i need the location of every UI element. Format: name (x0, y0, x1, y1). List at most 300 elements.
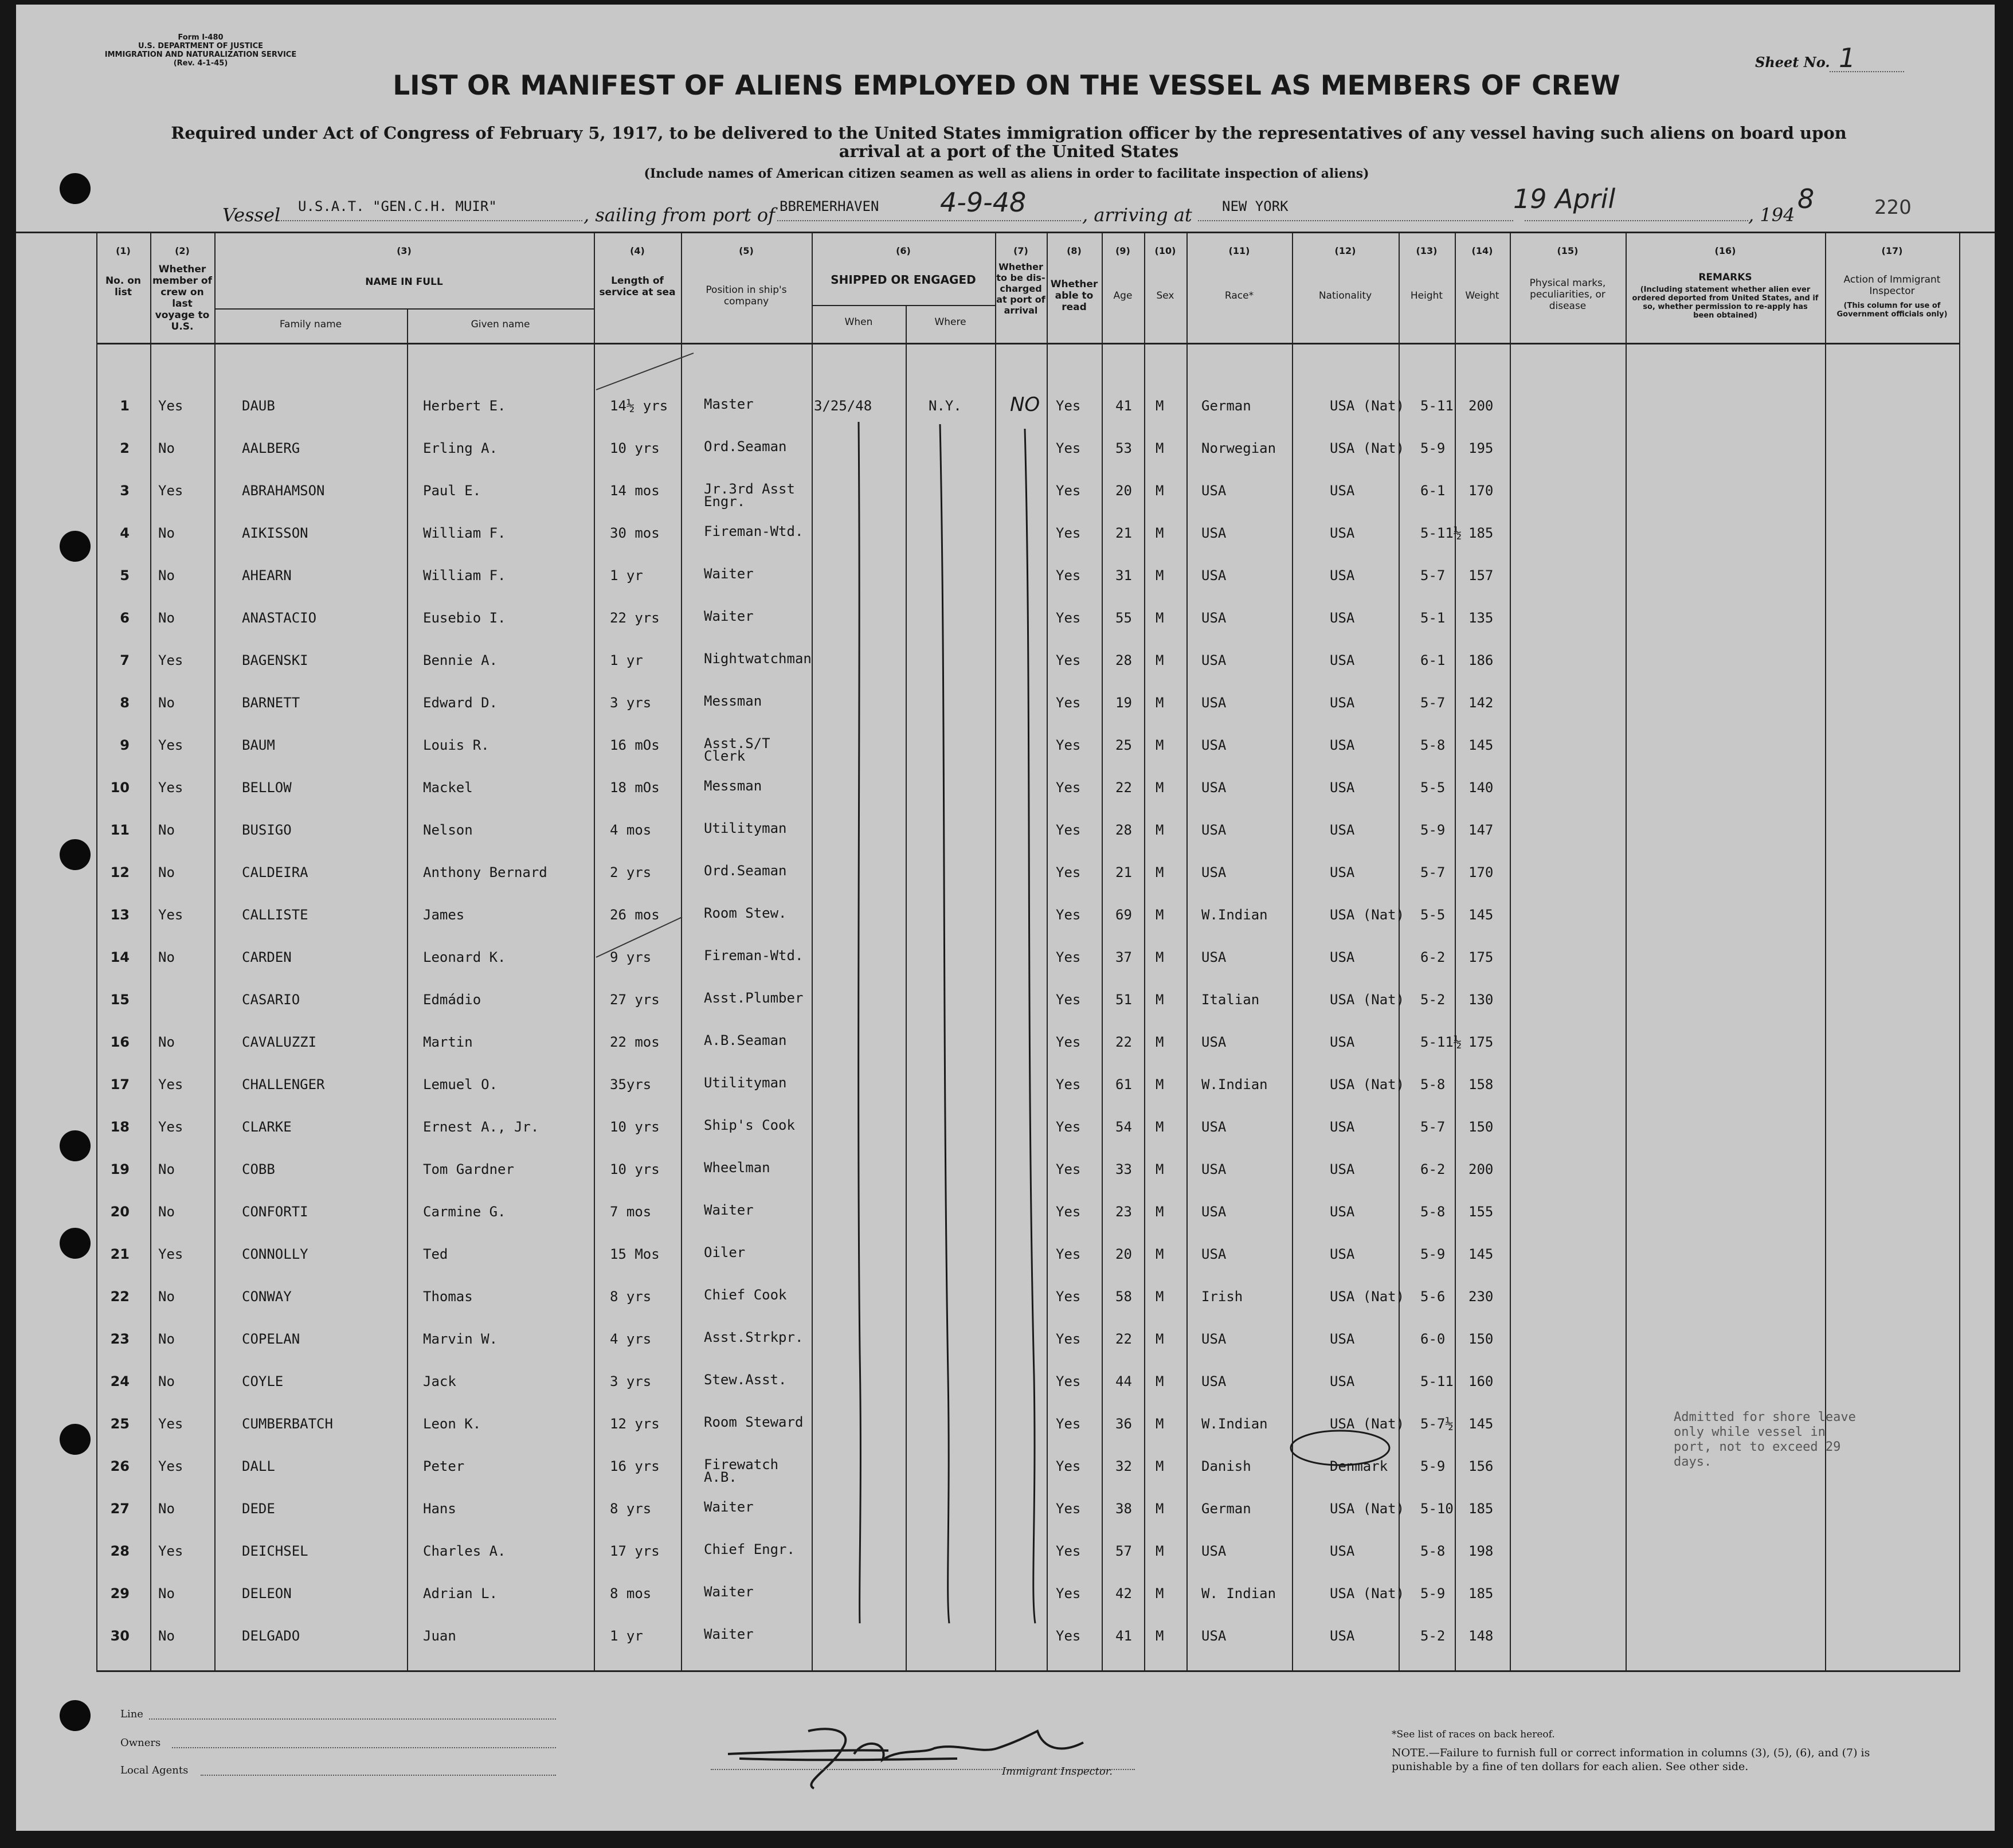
cell-position: Room Steward (704, 1414, 804, 1430)
header-inspector-action-sub: (This column for use of Government officials only) (1836, 302, 1948, 319)
cell-weight: 170 (1468, 483, 1494, 499)
cell-race: W.Indian (1201, 1416, 1268, 1432)
cell-age: 61 (1115, 1076, 1132, 1093)
cell-given-name: James (423, 907, 465, 923)
cell-height: 5-2 (1420, 1628, 1446, 1644)
cell-height: 5-1 (1420, 610, 1446, 626)
cell-position: Ship's Cook (704, 1117, 795, 1133)
cell-weight: 145 (1468, 907, 1494, 923)
cell-race: USA (1201, 864, 1227, 880)
cell-given-name: William F. (423, 567, 506, 584)
cell-race: W. Indian (1201, 1585, 1276, 1602)
cell-shipped-when: 3/25/48 (814, 398, 872, 414)
cell-race: USA (1201, 695, 1227, 711)
cell-given-name: Lemuel O. (423, 1076, 498, 1093)
cell-position: Room Stew. (704, 905, 787, 921)
cell-service-length: 35yrs (610, 1076, 652, 1093)
cell-position: Waiter (704, 566, 754, 582)
cell-service-length: 4 yrs (610, 1331, 652, 1347)
cell-sex: M (1156, 1204, 1164, 1220)
cell-family-name: ABRAHAMSON (242, 483, 325, 499)
cell-sex: M (1156, 1416, 1164, 1432)
cell-race: USA (1201, 610, 1227, 626)
header-last-voyage: Whether member of crew on last voyage to U.S. (152, 264, 213, 332)
cell-nationality: USA (1330, 652, 1355, 668)
cell-position: Stew.Asst. (704, 1372, 787, 1388)
col-num: (6) (896, 245, 911, 256)
cell-nationality: USA (1330, 1119, 1355, 1135)
ditto-line-discharge (1025, 429, 1035, 1623)
cell-service-length: 9 yrs (610, 949, 652, 965)
cell-nationality: USA (1330, 737, 1355, 753)
cell-sex: M (1156, 1076, 1164, 1093)
cell-nationality: USA (1330, 780, 1355, 796)
sailing-date: 4-9-48 (940, 187, 1027, 218)
cell-position: Asst.Strkpr. (704, 1329, 804, 1345)
cell-height: 5-7 (1420, 567, 1446, 584)
cell-family-name: ANASTACIO (242, 610, 317, 626)
cell-height: 5-8 (1420, 1543, 1446, 1559)
cell-age: 32 (1115, 1458, 1132, 1474)
cell-weight: 130 (1468, 992, 1494, 1008)
cell-last-voyage: No (158, 1289, 175, 1305)
cell-height: 5-7 (1420, 864, 1446, 880)
cell-last-voyage: Yes (158, 907, 183, 923)
cell-height: 5-9 (1420, 1246, 1446, 1262)
cell-weight: 175 (1468, 1034, 1494, 1050)
cell-nationality: USA (1330, 1161, 1355, 1177)
ditto-line-where (940, 424, 949, 1623)
cell-nationality: USA (1330, 610, 1355, 626)
header-when: When (844, 316, 873, 328)
header-physical-marks: Physical marks, peculiarities, or disease (1529, 277, 1606, 312)
cell-sex: M (1156, 1161, 1164, 1177)
cell-given-name: Carmine G. (423, 1204, 506, 1220)
footer-agents-field (201, 1775, 556, 1776)
col-num: (11) (1228, 245, 1250, 256)
cell-height: 5-5 (1420, 780, 1446, 796)
cell-able-to-read: Yes (1056, 567, 1081, 584)
cell-given-name: Marvin W. (423, 1331, 498, 1347)
cell-age: 31 (1115, 567, 1132, 584)
cell-able-to-read: Yes (1056, 1416, 1081, 1432)
cell-given-name: Martin (423, 1034, 473, 1050)
cell-sex: M (1156, 440, 1164, 456)
cell-sex: M (1156, 1119, 1164, 1135)
cell-position: Waiter (704, 1499, 754, 1515)
cell-weight: 145 (1468, 737, 1494, 753)
cell-position: Utilityman (704, 1075, 787, 1091)
cell-race: USA (1201, 1373, 1227, 1389)
row-number: 27 (110, 1501, 130, 1517)
cell-weight: 150 (1468, 1331, 1494, 1347)
cell-height: 5-9 (1420, 822, 1446, 838)
cell-age: 69 (1115, 907, 1132, 923)
cell-family-name: BAGENSKI (242, 652, 308, 668)
row-number: 15 (110, 992, 130, 1008)
cell-race: USA (1201, 780, 1227, 796)
cell-weight: 175 (1468, 949, 1494, 965)
cell-race: USA (1201, 483, 1227, 499)
cell-weight: 170 (1468, 864, 1494, 880)
cell-sex: M (1156, 1585, 1164, 1602)
cell-sex: M (1156, 610, 1164, 626)
cell-family-name: BARNETT (242, 695, 300, 711)
header-nationality: Nationality (1318, 290, 1372, 302)
cell-able-to-read: Yes (1056, 992, 1081, 1008)
cell-age: 23 (1115, 1204, 1132, 1220)
row-number: 2 (120, 440, 130, 456)
cell-service-length: 22 yrs (610, 610, 660, 626)
cell-weight: 150 (1468, 1119, 1494, 1135)
cell-given-name: Louis R. (423, 737, 489, 753)
cell-service-length: 30 mos (610, 525, 660, 541)
cell-nationality: USA (Nat) (1330, 1585, 1405, 1602)
cell-last-voyage: No (158, 525, 175, 541)
cell-service-length: 16 yrs (610, 1458, 660, 1474)
cell-position: Waiter (704, 608, 754, 624)
cell-given-name: Ernest A., Jr. (423, 1119, 539, 1135)
col-num: (2) (175, 245, 190, 256)
cell-position: Oiler (704, 1244, 746, 1260)
cell-able-to-read: Yes (1056, 1161, 1081, 1177)
cell-service-length: 3 yrs (610, 1373, 652, 1389)
row-number: 16 (110, 1034, 130, 1050)
cell-age: 44 (1115, 1373, 1132, 1389)
cell-given-name: Peter (423, 1458, 465, 1474)
cell-sex: M (1156, 949, 1164, 965)
cell-weight: 160 (1468, 1373, 1494, 1389)
cell-height: 5-8 (1420, 737, 1446, 753)
cell-able-to-read: Yes (1056, 483, 1081, 499)
cell-position: Asst.Plumber (704, 990, 804, 1006)
form-number: Form I-480 (178, 33, 224, 42)
header-remarks-sub: (Including statement whether alien ever ordered deported from United States, and if so, whether permission to re-apply has been obtained) (1632, 285, 1819, 320)
cell-service-length: 26 mos (610, 907, 660, 923)
cell-able-to-read: Yes (1056, 1585, 1081, 1602)
cell-family-name: BUSIGO (242, 822, 292, 838)
cell-nationality: USA (1330, 949, 1355, 965)
cell-weight: 230 (1468, 1289, 1494, 1305)
cell-given-name: Bennie A. (423, 652, 498, 668)
cell-family-name: AALBERG (242, 440, 300, 456)
cell-race: USA (1201, 737, 1227, 753)
cell-sex: M (1156, 1628, 1164, 1644)
cell-service-length: 14½ yrs (610, 398, 668, 414)
col-num: (8) (1067, 245, 1082, 256)
cell-last-voyage: No (158, 1204, 175, 1220)
cell-family-name: COYLE (242, 1373, 284, 1389)
row-number: 6 (120, 610, 130, 626)
cell-position: Master (704, 396, 754, 412)
cell-sex: M (1156, 822, 1164, 838)
cell-height: 5-7 (1420, 1119, 1446, 1135)
cell-position: Ord.Seaman (704, 863, 787, 879)
cell-position: Chief Engr. (704, 1541, 795, 1557)
cell-sex: M (1156, 1331, 1164, 1347)
col-num: (14) (1471, 245, 1493, 256)
service-check (596, 353, 694, 390)
cell-able-to-read: Yes (1056, 1628, 1081, 1644)
cell-able-to-read: Yes (1056, 1501, 1081, 1517)
cell-service-length: 8 yrs (610, 1501, 652, 1517)
cell-race: USA (1201, 822, 1227, 838)
header-no-on-list: No. on list (105, 275, 142, 298)
cell-weight: 157 (1468, 567, 1494, 584)
cell-sex: M (1156, 525, 1164, 541)
cell-service-length: 14 mos (610, 483, 660, 499)
cell-able-to-read: Yes (1056, 398, 1081, 414)
cell-nationality: USA (Nat) (1330, 398, 1405, 414)
cell-sex: M (1156, 1458, 1164, 1474)
header-remarks: REMARKS (1698, 272, 1752, 283)
cell-last-voyage: Yes (158, 398, 183, 414)
cell-last-voyage: Yes (158, 483, 183, 499)
cell-family-name: AIKISSON (242, 525, 308, 541)
cell-service-length: 10 yrs (610, 1161, 660, 1177)
row-number: 4 (120, 525, 130, 541)
cell-family-name: CAVALUZZI (242, 1034, 317, 1050)
sailing-port: BBREMERHAVEN (780, 198, 879, 214)
row-number: 11 (110, 822, 130, 838)
cell-nationality: USA (1330, 1204, 1355, 1220)
cell-able-to-read: Yes (1056, 1204, 1081, 1220)
cell-age: 33 (1115, 1161, 1132, 1177)
header-height: Height (1410, 290, 1443, 302)
cell-able-to-read: Yes (1056, 1076, 1081, 1093)
cell-family-name: CALDEIRA (242, 864, 308, 880)
cell-discharge: NO (1010, 393, 1040, 416)
cell-family-name: COBB (242, 1161, 275, 1177)
row-number: 24 (110, 1373, 130, 1389)
cell-service-length: 8 mos (610, 1585, 652, 1602)
cell-service-length: 4 mos (610, 822, 652, 838)
row-number: 3 (120, 483, 130, 499)
cell-given-name: Jack (423, 1373, 456, 1389)
cell-position: Firewatch A.B. (704, 1457, 779, 1485)
cell-able-to-read: Yes (1056, 1246, 1081, 1262)
cell-age: 22 (1115, 780, 1132, 796)
cell-sex: M (1156, 1289, 1164, 1305)
cell-able-to-read: Yes (1056, 1373, 1081, 1389)
cell-height: 5-10 (1420, 1501, 1454, 1517)
row-number: 1 (120, 398, 130, 414)
remark-row-26: Admitted for shore leave only while vessel in port, not to exceed 29 days. (1674, 1410, 1856, 1469)
cell-able-to-read: Yes (1056, 1034, 1081, 1050)
cell-race: USA (1201, 1119, 1227, 1135)
cell-service-length: 2 yrs (610, 864, 652, 880)
cell-weight: 198 (1468, 1543, 1494, 1559)
cell-service-length: 7 mos (610, 1204, 652, 1220)
cell-weight: 140 (1468, 780, 1494, 796)
arriving-port: NEW YORK (1222, 198, 1289, 214)
cell-service-length: 22 mos (610, 1034, 660, 1050)
cell-last-voyage: Yes (158, 1458, 183, 1474)
header-family-name: Family name (279, 319, 342, 330)
cell-family-name: DALL (242, 1458, 275, 1474)
arriving-label: , arriving at (1082, 204, 1192, 226)
cell-sex: M (1156, 652, 1164, 668)
header-position: Position in ship's company (706, 284, 787, 307)
cell-nationality: USA (Nat) (1330, 1289, 1405, 1305)
cell-given-name: Juan (423, 1628, 456, 1644)
cell-given-name: Herbert E. (423, 398, 506, 414)
cell-weight: 185 (1468, 1585, 1494, 1602)
cell-weight: 145 (1468, 1416, 1494, 1432)
cell-age: 51 (1115, 992, 1132, 1008)
cell-sex: M (1156, 780, 1164, 796)
row-number: 23 (110, 1331, 130, 1347)
cell-service-length: 1 yr (610, 652, 643, 668)
cell-age: 36 (1115, 1416, 1132, 1432)
row-number: 5 (120, 567, 130, 584)
sheet-number: 1 (1839, 42, 1856, 73)
cell-position: Utilityman (704, 820, 787, 836)
col-num: (15) (1557, 245, 1579, 256)
cell-nationality: USA (1330, 822, 1355, 838)
cell-position: Fireman-Wtd. (704, 948, 804, 964)
cell-last-voyage: No (158, 1585, 175, 1602)
row-number: 22 (110, 1289, 130, 1305)
cell-family-name: CONWAY (242, 1289, 292, 1305)
cell-nationality: USA (Nat) (1330, 440, 1405, 456)
col-num: (16) (1714, 245, 1736, 256)
cell-last-voyage: No (158, 1628, 175, 1644)
cell-sex: M (1156, 1373, 1164, 1389)
cell-service-length: 18 mOs (610, 780, 660, 796)
cell-nationality: USA (1330, 1543, 1355, 1559)
cell-given-name: Leonard K. (423, 949, 506, 965)
cell-position: Messman (704, 778, 762, 794)
header-given-name: Given name (471, 319, 530, 330)
row-number: 20 (110, 1204, 130, 1220)
col-num: (17) (1881, 245, 1903, 256)
cell-given-name: Charles A. (423, 1543, 506, 1559)
cell-race: USA (1201, 949, 1227, 965)
cell-given-name: Thomas (423, 1289, 473, 1305)
cell-given-name: Eusebio I. (423, 610, 506, 626)
header-where: Where (934, 316, 966, 328)
cell-position: Asst.S/T Clerk (704, 735, 770, 764)
cell-family-name: BELLOW (242, 780, 292, 796)
cell-able-to-read: Yes (1056, 525, 1081, 541)
col-num: (7) (1013, 245, 1028, 256)
cell-nationality: USA (1330, 1628, 1355, 1644)
header-able-to-read: Whether able to read (1050, 279, 1098, 313)
penalty-note: NOTE.—Failure to furnish full or correct information in columns (3), (5), (6), and (7) is punishable by a fine of ten dollars for each alien. See other side. (1392, 1747, 1870, 1773)
header-name-in-full: NAME IN FULL (365, 276, 443, 288)
cell-family-name: DEICHSEL (242, 1543, 308, 1559)
header-weight: Weight (1465, 290, 1499, 302)
col-num: (1) (116, 245, 131, 256)
cell-given-name: Ted (423, 1246, 448, 1262)
cell-position: Chief Cook (704, 1287, 787, 1303)
cell-weight: 155 (1468, 1204, 1494, 1220)
service-check (596, 917, 682, 957)
cell-weight: 145 (1468, 1246, 1494, 1262)
cell-race: USA (1201, 1204, 1227, 1220)
cell-able-to-read: Yes (1056, 737, 1081, 753)
row-number: 30 (110, 1628, 130, 1644)
cell-family-name: CUMBERBATCH (242, 1416, 333, 1432)
cell-height: 5-11 (1420, 1373, 1454, 1389)
cell-weight: 185 (1468, 1501, 1494, 1517)
cell-service-length: 16 mOs (610, 737, 660, 753)
row-number: 26 (110, 1458, 130, 1474)
form-department: U.S. DEPARTMENT OF JUSTICE (138, 42, 264, 50)
cell-race: USA (1201, 1034, 1227, 1050)
cell-family-name: AHEARN (242, 567, 292, 584)
cell-able-to-read: Yes (1056, 1119, 1081, 1135)
cell-last-voyage: No (158, 1034, 175, 1050)
cell-age: 22 (1115, 1034, 1132, 1050)
cell-able-to-read: Yes (1056, 780, 1081, 796)
cell-able-to-read: Yes (1056, 610, 1081, 626)
row-number: 13 (110, 907, 130, 923)
cell-position: A.B.Seaman (704, 1032, 787, 1048)
row-number: 7 (120, 652, 130, 668)
cell-given-name: Hans (423, 1501, 456, 1517)
cell-service-length: 12 yrs (610, 1416, 660, 1432)
cell-sex: M (1156, 567, 1164, 584)
cell-last-voyage: No (158, 1331, 175, 1347)
cell-age: 42 (1115, 1585, 1132, 1602)
header-length-of-service: Length of service at sea (599, 275, 676, 298)
cell-given-name: Tom Gardner (423, 1161, 514, 1177)
cell-position: Fireman-Wtd. (704, 523, 804, 539)
cell-last-voyage: Yes (158, 1119, 183, 1135)
cell-nationality: USA (1330, 567, 1355, 584)
row-number: 19 (110, 1161, 130, 1177)
cell-race: W.Indian (1201, 1076, 1268, 1093)
cell-family-name: CARDEN (242, 949, 292, 965)
cell-nationality: USA (1330, 1034, 1355, 1050)
col-num: (3) (397, 245, 412, 256)
cell-given-name: Erling A. (423, 440, 498, 456)
cell-given-name: William F. (423, 525, 506, 541)
row-number: 14 (110, 949, 130, 965)
cell-race: USA (1201, 567, 1227, 584)
cell-race: Danish (1201, 1458, 1251, 1474)
col-num: (5) (739, 245, 754, 256)
page-subtitle: Required under Act of Congress of February 5, 1917, to be delivered to the United States immigration officer by the representatives of any vessel having such aliens on board upon arrival at a port of the United States (171, 123, 1847, 161)
cell-last-voyage: No (158, 1501, 175, 1517)
sheet-label: Sheet No. (1755, 54, 1830, 71)
cell-last-voyage: No (158, 610, 175, 626)
cell-weight: 148 (1468, 1628, 1494, 1644)
cell-weight: 195 (1468, 440, 1494, 456)
cell-position: Wheelman (704, 1160, 770, 1176)
cell-age: 20 (1115, 1246, 1132, 1262)
cell-service-length: 10 yrs (610, 1119, 660, 1135)
cell-last-voyage: No (158, 949, 175, 965)
cell-age: 21 (1115, 525, 1132, 541)
cell-able-to-read: Yes (1056, 907, 1081, 923)
cell-sex: M (1156, 398, 1164, 414)
header-race: Race* (1224, 290, 1254, 302)
footer-owners-field (172, 1747, 556, 1748)
cell-last-voyage: Yes (158, 1246, 183, 1262)
cell-race: USA (1201, 652, 1227, 668)
cell-nationality: USA (1330, 695, 1355, 711)
cell-given-name: Edward D. (423, 695, 498, 711)
cell-race: USA (1201, 1628, 1227, 1644)
cell-nationality: USA (Nat) (1330, 992, 1405, 1008)
cell-sex: M (1156, 992, 1164, 1008)
footer-line-field (149, 1718, 556, 1720)
cell-nationality: USA (Nat) (1330, 907, 1405, 923)
cell-position: Messman (704, 693, 762, 709)
